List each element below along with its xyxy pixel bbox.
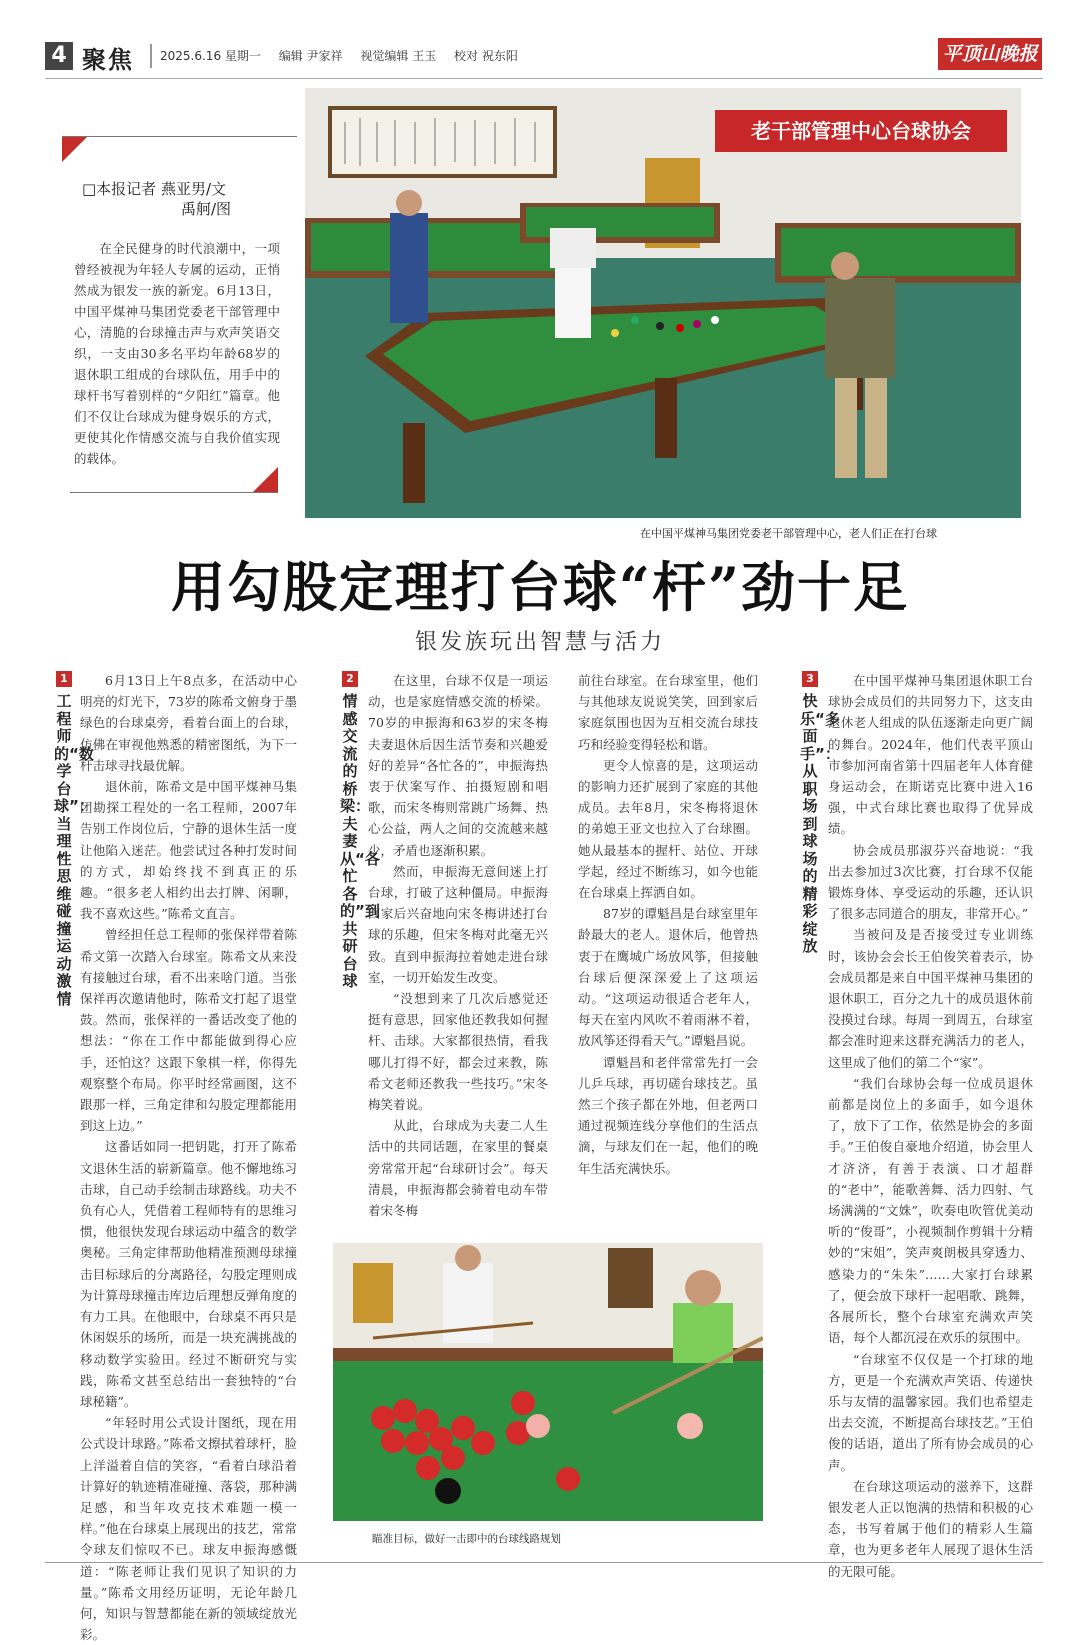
paragraph: 从此，台球成为夫妻二人生活中的共同话题，在家里的餐桌旁常常开起“台球研讨会”。每天清晨，申振海都会骑着电动车带着宋冬梅 bbox=[368, 1118, 548, 1219]
paragraph: 谭魁昌和老伴常常先打一会儿乒乓球，再切磋台球技艺。虽然三个孩子都在外地，但老两口通过视频连线分享他们的生活点滴，与球友们在一起，他们的晚年生活充满快乐。 bbox=[578, 1054, 758, 1176]
section-number-3: 3 bbox=[802, 671, 818, 687]
article-column-3 bbox=[578, 670, 758, 1179]
subheadline: 银发族玩出智慧与活力 bbox=[414, 630, 665, 655]
paragraph: 6月13日上午8点多，在活动中心明亮的灯光下，73岁的陈希文俯身于墨绿色的台球桌旁，看着台面上的台球，仿佛在审视他熟悉的精密图纸，为下一杆击球寻找最优解。 bbox=[80, 673, 297, 773]
paragraph: 曾经担任总工程师的张保祥带着陈希文第一次踏入台球室。陈希文从来没有接触过台球，看不出来啥门道。当张保祥再次邀请他时，陈希文打起了退堂鼓。然而，张保祥的一番话改变了他的想法：“你在工作中都能做到得心应手，还怕这？这跟下象棋一样，你得先观察整个布局。你平时经常画图，这不跟那一样，三角定律和勾股定理都能用到这上边。” bbox=[80, 927, 297, 1134]
paragraph: “我们台球协会每一位成员退休前都是岗位上的多面手，如今退休了，放下了工作，依然是协会的多面手。”王伯俊自豪地介绍道，协会里人才济济，有善于表演、口才超群的“老中”，能歌善舞、活力四射、气场满满的“文姝”，吹奏电吹管优美动听的“俊哥”，小视频制作剪辑十分精妙的“宋姐”，笑声爽朗极具穿透力、感染力的“朱朱”……大家打台球累了，便会放下球杆一起唱歌、跳舞，各展所长，整个台球室充满欢声笑语，每个人都沉浸在欢乐的氛围中。 bbox=[828, 1075, 1033, 1346]
paragraph: “台球室不仅仅是一个打球的地方，更是一个充满欢声笑语、传递快乐与友情的温馨家园。我们也希望走出去交流，不断提高台球技艺。”王伯俊的话语，道出了所有协会成员的心声。 bbox=[828, 1351, 1033, 1473]
header-divider bbox=[150, 44, 152, 68]
section-number-2: 2 bbox=[342, 671, 358, 687]
article-column-1 bbox=[80, 670, 297, 1645]
staff-visual-editor: 视觉编辑 王玉 bbox=[360, 49, 437, 63]
header-rule bbox=[45, 78, 1043, 79]
section-heading-3: 快乐“多面手”：从职场到球场的精彩绽放 bbox=[800, 692, 840, 955]
paragraph: 协会成员那淑芬兴奋地说：“我出去参加过3次比赛，打台球不仅能锻炼身体、享受运动的乐趣，还认识了很多志同道合的朋友，非常开心。” bbox=[828, 842, 1033, 922]
corner-decoration-bottom bbox=[252, 467, 278, 493]
newspaper-masthead: 平顶山晚报 bbox=[938, 38, 1042, 70]
staff-proofreader: 校对 祝东阳 bbox=[454, 49, 518, 63]
snooker-closeup-illustration bbox=[333, 1243, 763, 1521]
issue-date: 2025.6.16 星期一 bbox=[160, 49, 261, 63]
intro-paragraph: 在全民健身的时代浪潮中，一项曾经被视为年轻人专属的运动，正悄然成为银发一族的新宠。6月13日，中国平煤神马集团党委老干部管理中心，清脆的台球撞击声与欢声笑语交织，一支由30多名平均年龄68岁的退休职工组成的台球队伍，用手中的球杆书写着别样的“夕阳红”篇章。他们不仅让台球成为健身娱乐的方式，更使其化作情感交流与自我价值实现的载体。 bbox=[74, 241, 280, 466]
article-column-2 bbox=[368, 670, 548, 1221]
page-number: 4 bbox=[45, 42, 73, 70]
paragraph: 退休前，陈希文是中国平煤神马集团勘探工程处的一名工程师，2007年告别工作岗位后，宁静的退休生活一度让他陷入迷茫。他尝试过各种打发时间的方式，却始终找不到真正的乐趣。“很多老人相约出去打牌、闲聊，我不喜欢这些。”陈希文直言。 bbox=[80, 779, 297, 922]
section-title: 聚焦 bbox=[82, 46, 134, 74]
corner-decoration-top bbox=[62, 136, 88, 162]
section-heading-2: 情感交流的桥梁：夫妻从“各忙各的”到共研台球 bbox=[340, 692, 380, 990]
photo-caption-secondary: 瞄准目标，做好一击即中的台球线路规划 bbox=[372, 1533, 561, 1545]
paragraph: 87岁的谭魁昌是台球室里年龄最大的老人。退休后，他曾热衷于在鹰城广场放风筝，但接触台球后便深深爱上了这项运动。“这项运动很适合老年人，每天在室内风吹不着雨淋不着，放风筝还得看天气。”谭魁昌说。 bbox=[578, 906, 758, 1049]
banner-text: 老干部管理中心台球协会 bbox=[751, 119, 971, 143]
paragraph: “年轻时用公式设计图纸，现在用公式设计球路。”陈希文擦拭着球杆，脸上洋溢着自信的笑容，“看着白球沿着计算好的轨迹精准碰撞、落袋，那种满足感，和当年攻克技术难题一模一样。”他在台球桌上展现出的技艺，常常令球友们惊叹不已。球友申振海感慨道：“陈老师让我们见识了知识的力量。”陈希文用经历证明，无论年龄几何，知识与智慧都能在新的领域绽放光彩。 bbox=[80, 1415, 297, 1643]
paragraph: 然而，申振海无意间迷上打台球，打破了这种僵局。申振海回家后兴奋地向宋冬梅讲述打台球的乐趣，但宋冬梅对此毫无兴致。直到申振海拉着她走进台球室，一切开始发生改变。 bbox=[368, 863, 548, 985]
byline-photographer: 禹舸/图 bbox=[181, 200, 232, 218]
section-number-1: 1 bbox=[56, 671, 72, 687]
paragraph: 在中国平煤神马集团退休职工台球协会成员们的共同努力下，这支由退休老人组成的队伍逐渐走向更广阔的舞台。2024年，他们代表平顶山市参加河南省第十四届老年人体育健身运动会，在斯诺克比赛中进入16强，中式台球比赛也取得了优异成绩。 bbox=[828, 673, 1033, 837]
main-photo bbox=[305, 88, 1021, 518]
article-column-4 bbox=[828, 670, 1033, 1582]
section-heading-1: 工程师的“数学台球”：当理性思维碰撞运动激情 bbox=[54, 692, 94, 1008]
byline-writer: □本报记者 燕亚男/文 bbox=[82, 180, 226, 198]
paragraph: “没想到来了几次后感觉还挺有意思，回家他还教我如何握杆、击球。大家都很热情，看我哪儿打得不好，都会过来教，陈希文老师还教我一些技巧。”宋冬梅笑着说。 bbox=[368, 991, 548, 1113]
staff-editor: 编辑 尹家祥 bbox=[278, 49, 343, 63]
secondary-photo bbox=[333, 1243, 763, 1521]
paragraph: 前往台球室。在台球室里，他们与其他球友说说笑笑，回到家后家庭氛围也因为互相交流台球技巧和经验变得轻松和谐。 bbox=[578, 673, 758, 752]
header-meta bbox=[160, 47, 532, 64]
paragraph: 在这里，台球不仅是一项运动，也是家庭情感交流的桥梁。70岁的申振海和63岁的宋冬梅夫妻退休后因生活节奏和兴趣爱好的差异“各忙各的”，申振海热衷于伏案写作、拍摄短剧和唱歌，而宋冬梅则常跳广场舞、热心公益，两人之间的交流越来越少，矛盾也逐渐积累。 bbox=[368, 673, 548, 858]
paragraph: 在台球这项运动的滋养下，这群银发老人正以饱满的热情和积极的心态，书写着属于他们的精彩人生篇章，也为更多老年人展现了退休生活的无限可能。 bbox=[828, 1478, 1033, 1579]
corner-line-top bbox=[62, 136, 297, 137]
photo-caption-main: 在中国平煤神马集团党委老干部管理中心，老人们正在打台球 bbox=[640, 527, 937, 540]
corner-line-bottom bbox=[70, 492, 278, 493]
paragraph: 当被问及是否接受过专业训练时，该协会会长王伯俊笑着表示，协会成员都是来自中国平煤神马集团的退休职工，百分之九十的成员退休前没摸过台球。每周一到周五，台球室都会准时迎来这群充满活力的老人，这里成了他们的第二个“家”。 bbox=[828, 927, 1033, 1070]
headline: 用勾股定理打台球“杆”劲十足 bbox=[170, 555, 910, 619]
paragraph: 更令人惊喜的是，这项运动的影响力还扩展到了家庭的其他成员。去年8月，宋冬梅将退休的弟媳王亚文也拉入了台球圈。她从最基本的握杆、站位、开球学起，经过不断练习，如今也能在台球桌上挥洒自如。 bbox=[578, 757, 758, 901]
billiard-room-illustration bbox=[305, 88, 1021, 518]
paragraph: 这番话如同一把钥匙，打开了陈希文退休生活的崭新篇章。他不懈地练习击球，自己动手绘制击球路线。功夫不负有心人，凭借着工程师特有的思维习惯，他很快发现台球运动中蕴含的数学奥秘。三角定律帮助他精准预测母球撞击目标球后的分离路径，勾股定理则成为计算母球撞击库边后理想反弹角度的有力工具。在他眼中，台球桌不再只是休闲娱乐的场所，而是一块充满挑战的移动数学实验田。经过不断研究与实践，陈希文甚至总结出一套独特的“台球秘籍”。 bbox=[80, 1139, 297, 1409]
footer-rule bbox=[45, 1562, 1043, 1563]
